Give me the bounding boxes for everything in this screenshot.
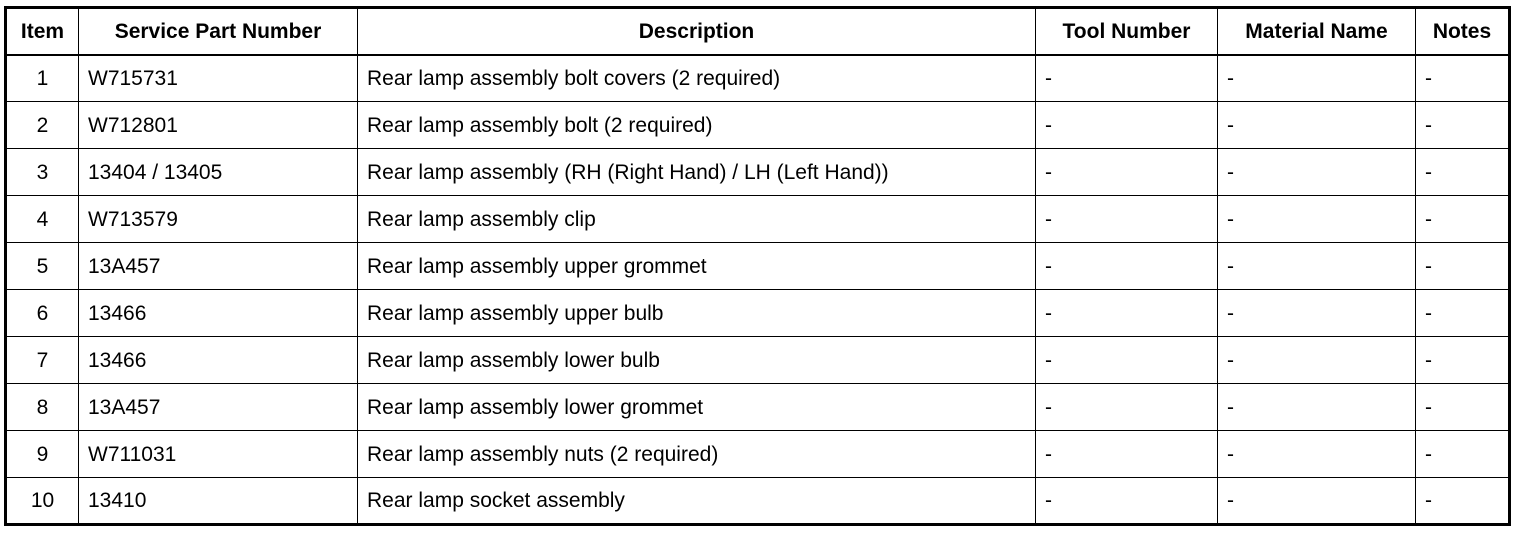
description-cell: Rear lamp assembly lower grommet <box>358 384 1036 431</box>
notes-cell: - <box>1416 384 1510 431</box>
table-row <box>6 102 1510 149</box>
notes-cell: - <box>1416 337 1510 384</box>
description-cell: Rear lamp assembly nuts (2 required) <box>358 431 1036 478</box>
item-number-cell: 2 <box>6 102 79 149</box>
parts-table <box>4 6 1511 526</box>
description-cell: Rear lamp socket assembly <box>358 478 1036 525</box>
tool-number-cell: - <box>1036 243 1218 290</box>
column-header-item: Item <box>6 8 79 55</box>
tool-number-cell: - <box>1036 478 1218 525</box>
tool-number-cell: - <box>1036 196 1218 243</box>
service-part-number-cell: 13466 <box>79 290 358 337</box>
table-row <box>6 243 1510 290</box>
material-name-cell: - <box>1218 431 1416 478</box>
service-part-number-cell: 13A457 <box>79 243 358 290</box>
tool-number-cell: - <box>1036 102 1218 149</box>
material-name-cell: - <box>1218 337 1416 384</box>
notes-cell: - <box>1416 102 1510 149</box>
material-name-cell: - <box>1218 149 1416 196</box>
service-part-number-cell: 13466 <box>79 337 358 384</box>
item-number-cell: 3 <box>6 149 79 196</box>
table-row <box>6 196 1510 243</box>
item-number-cell: 6 <box>6 290 79 337</box>
column-header-tool-number: Tool Number <box>1036 8 1218 55</box>
tool-number-cell: - <box>1036 290 1218 337</box>
parts-table-header <box>6 8 1510 55</box>
service-part-number-cell: 13A457 <box>79 384 358 431</box>
notes-cell: - <box>1416 290 1510 337</box>
service-part-number-cell: W712801 <box>79 102 358 149</box>
material-name-cell: - <box>1218 243 1416 290</box>
service-part-number-cell: 13410 <box>79 478 358 525</box>
tool-number-cell: - <box>1036 55 1218 102</box>
material-name-cell: - <box>1218 384 1416 431</box>
table-row <box>6 384 1510 431</box>
item-number-cell: 4 <box>6 196 79 243</box>
header-row <box>6 8 1510 55</box>
service-part-number-cell: W715731 <box>79 55 358 102</box>
material-name-cell: - <box>1218 55 1416 102</box>
tool-number-cell: - <box>1036 431 1218 478</box>
service-part-number-cell: 13404 / 13405 <box>79 149 358 196</box>
description-cell: Rear lamp assembly upper grommet <box>358 243 1036 290</box>
tool-number-cell: - <box>1036 337 1218 384</box>
tool-number-cell: - <box>1036 149 1218 196</box>
description-cell: Rear lamp assembly clip <box>358 196 1036 243</box>
service-part-number-cell: W713579 <box>79 196 358 243</box>
material-name-cell: - <box>1218 196 1416 243</box>
tool-number-cell: - <box>1036 384 1218 431</box>
notes-cell: - <box>1416 478 1510 525</box>
description-cell: Rear lamp assembly lower bulb <box>358 337 1036 384</box>
item-number-cell: 8 <box>6 384 79 431</box>
table-row <box>6 149 1510 196</box>
table-row <box>6 55 1510 102</box>
notes-cell: - <box>1416 431 1510 478</box>
column-header-description: Description <box>358 8 1036 55</box>
item-number-cell: 5 <box>6 243 79 290</box>
notes-cell: - <box>1416 243 1510 290</box>
notes-cell: - <box>1416 196 1510 243</box>
description-cell: Rear lamp assembly bolt (2 required) <box>358 102 1036 149</box>
table-row <box>6 478 1510 525</box>
service-part-number-cell: W711031 <box>79 431 358 478</box>
parts-table-body <box>6 55 1510 525</box>
item-number-cell: 9 <box>6 431 79 478</box>
table-row <box>6 337 1510 384</box>
description-cell: Rear lamp assembly (RH (Right Hand) / LH (Left Hand)) <box>358 149 1036 196</box>
column-header-material-name: Material Name <box>1218 8 1416 55</box>
item-number-cell: 1 <box>6 55 79 102</box>
material-name-cell: - <box>1218 478 1416 525</box>
material-name-cell: - <box>1218 102 1416 149</box>
notes-cell: - <box>1416 55 1510 102</box>
item-number-cell: 7 <box>6 337 79 384</box>
table-row <box>6 431 1510 478</box>
item-number-cell: 10 <box>6 478 79 525</box>
description-cell: Rear lamp assembly upper bulb <box>358 290 1036 337</box>
table-row <box>6 290 1510 337</box>
description-cell: Rear lamp assembly bolt covers (2 required) <box>358 55 1036 102</box>
column-header-notes: Notes <box>1416 8 1510 55</box>
column-header-service-part-number: Service Part Number <box>79 8 358 55</box>
material-name-cell: - <box>1218 290 1416 337</box>
notes-cell: - <box>1416 149 1510 196</box>
